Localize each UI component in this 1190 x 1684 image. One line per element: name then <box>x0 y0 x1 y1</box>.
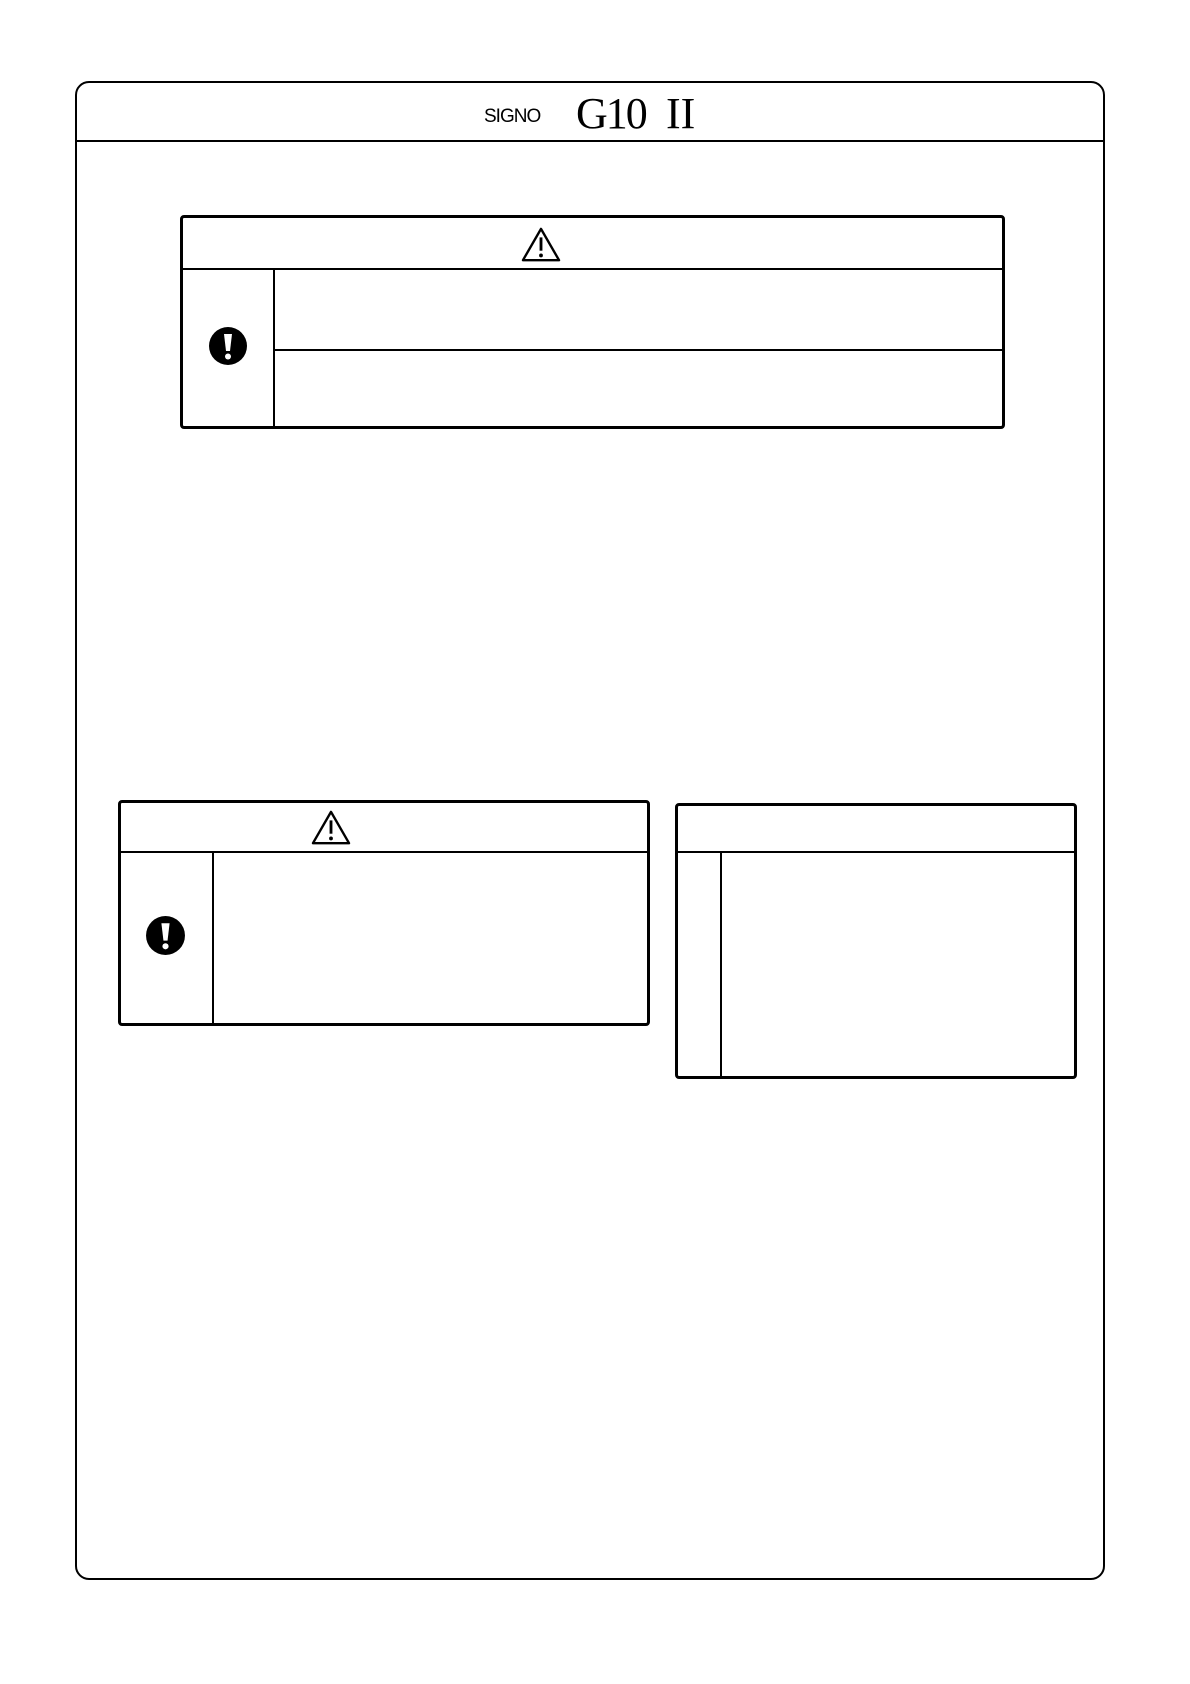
top-caution-icon-column <box>183 268 275 426</box>
logo-text-large: G10 <box>576 92 646 132</box>
right-note-header <box>678 806 1074 853</box>
mandatory-action-icon <box>208 326 248 366</box>
logo-text-small: SIGNO <box>484 106 541 127</box>
top-caution-header <box>183 218 1002 270</box>
right-note-body <box>722 851 1074 1076</box>
signo-g10-ii-logo <box>484 92 704 132</box>
logo-numeral: II <box>666 92 696 132</box>
left-caution-box <box>118 800 650 1026</box>
left-caution-header <box>121 803 647 853</box>
mandatory-action-icon <box>145 915 186 956</box>
right-note-side-column <box>678 851 722 1076</box>
left-caution-icon-column <box>121 851 214 1023</box>
warning-triangle-icon <box>310 809 352 847</box>
header-rule <box>75 140 1105 142</box>
right-note-box <box>675 803 1077 1079</box>
top-caution-row-1 <box>275 268 1002 349</box>
top-caution-row-2 <box>275 351 1002 429</box>
top-caution-box <box>180 215 1005 429</box>
left-caution-body <box>214 851 647 1023</box>
warning-triangle-icon <box>520 226 562 264</box>
